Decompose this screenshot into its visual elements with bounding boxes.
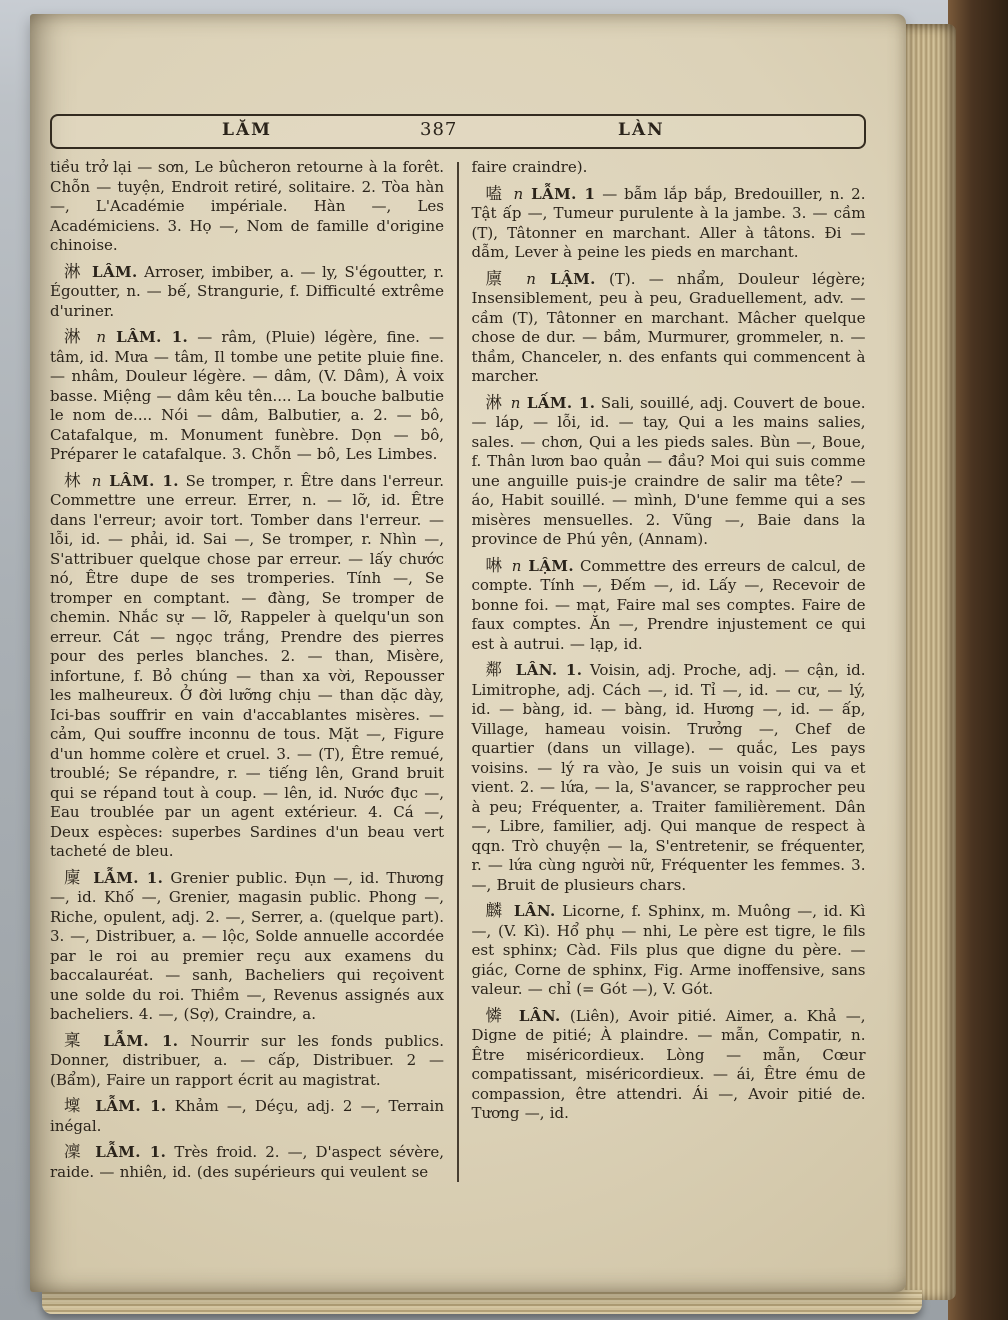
entry-headword: LÂN. [506,902,556,920]
dictionary-entry [50,1096,444,1136]
cjk-headword-character: 壈 [64,1096,84,1115]
dictionary-entry [472,393,866,550]
entry-headword: LẪM. 1. [86,1097,167,1115]
cjk-headword-character: 鄰 [485,660,505,679]
cjk-headword-character: 淋 [485,392,503,412]
grammar-particle: n [87,328,116,346]
entry-text: Licorne, f. Sphinx, m. Muông —, id. Kì —, (V. Kì). Hổ phụ — nhi, Le père est tigre, le fils est sphinx; Càd. Fils plus que digne du père. — giác, Corne de sphinx, Fig. Arme inoffensive, sans valeur. — chỉ (= Gót —), V. Gót. [471,902,866,998]
entry-text: Commettre des erreurs de calcul, de compte. Tính —, Đếm —, id. Lấy —, Recevoir de bonne foi. — mạt, Faire mal ses comptes. Faire de faux comptes. Ăn —, Prendre injustement ce qui est à autrui. — lạp, id. [471,556,866,653]
right-column [472,158,866,1182]
entry-text: Se tromper, r. Être dans l'erreur. Commettre une erreur. Errer, n. — lỡ, id. Être dans l'erreur; avoir tort. Tomber dans l'erreur. — lỗi, id. — phải, id. Sai —, Se tromper, r. Nhìn —, S'attribuer quelque chose par erreur. — lấy chước nó, Être dupe de ses tromperies. Tính —, Se tromper en comptant. — đàng, Se tromper de chemin. Nhắc sự — lỡ, Rappeler à quelqu'un son erreur. Cát — ngọc trắng, Prendre des pierres pour des perles blanches. 2. — than, Misère, infortune, f. Bỏ chúng — than xa vời, Repousser les malheureux. Ở đời lưỡng chịu — than dặc dày, Ici-bas souffrir en vain d'accablantes misères. — cảm, Qui souffre inconnu de tous. Mặt —, Figure d'un homme colère et cruel. 3. — (T), Être remué, troublé; Se répandre, r. — tiếng lên, Grand bruit qui se répand tout à coup. — lên, id. Nước đục —, Eau troublée par un agent extérieur. 4. Cá —, Deux espèces: superbes Sardines d'un beau vert tacheté de bleu. [50,471,444,860]
cjk-headword-character: 林 [64,470,82,490]
grammar-particle: n [85,471,109,490]
entry-text: Grenier public. Đụn —, id. Thương —, id. Khố —, Grenier, magasin public. Phong —, Riche, opulent, adj. 2. —, Serrer, a. (quelque part). 3. —, Distribuer, a. — lộc, Solde annuelle accordée par le roi au premier reçu aux examens du baccalauréat. — sanh, Bacheliers qui reçoivent une solde du roi. Thiềm —, Revenus assignés aux bacheliers. 4. —, (Sợ), Craindre, a. [50,868,444,1023]
dictionary-entry [472,1006,866,1124]
grammar-particle: n [505,393,526,412]
dictionary-entry [50,1142,444,1182]
entry-headword: LẪM. 1. [90,1031,179,1050]
entry-text: Voisin, adj. Proche, adj. — cận, id. Limitrophe, adj. Cách —, id. Tỉ —, id. — cư, — lý, id. — bàng, id. — bàng, id. Hương —, id. — ấp, Village, hameau voisin. Trưởng —, Chef de quartier (dans un village). — quắc, Les pays voisins. — lý ra vào, Je suis un voisin qui va et vient. 2. — lứa, — la, S'avancer, se rapprocher peu à peu; Fréquenter, a. Traiter familièrement. Dân —, Libre, familier, adj. Qui manque de respect à qqn. Trò chuyện — la, S'entretenir, se fréquenter, r. — lứa cùng người nữ, Fréquenter les femmes. 3. —, Bruit de plusieurs chars. [471,661,866,894]
entry-headword: LẬM. [528,556,575,575]
dictionary-entry [472,269,866,387]
dictionary-entry [472,660,866,895]
entry-headword: LẪM. 1. [86,1143,167,1161]
dictionary-entry [50,1031,444,1091]
entry-headword: LẬM. [550,269,596,288]
text-block [50,158,866,1182]
cjk-headword-character: 稟 [64,1030,88,1050]
cjk-headword-character: 淋 [64,327,85,346]
dictionary-entry [50,327,444,465]
grammar-particle: n [506,184,531,203]
grammar-particle: n [505,556,528,575]
cjk-headword-character: 淋 [64,261,82,281]
entry-text: Nourrir sur les fonds publics. Donner, distribuer, a. — cấp, Distribuer. 2 — (Bẩm), Faire un rapport écrit au magistrat. [50,1031,444,1089]
dictionary-entry [472,901,866,1000]
entry-text: tiều trở lại — sơn, Le bûcheron retourne à la forêt. Chỗn — tuyện, Endroit retiré, solitaire. 2. Tòa hàn —, L'Académie impériale. Hàn —, Les Académiciens. 3. Họ —, Nom de famille d'origine chinoise. [50,158,444,254]
page-stack-bottom-edge [42,1290,922,1314]
entry-text: Sali, souillé, adj. Couvert de boue. — láp, — lỗi, id. — tay, Qui a les mains salies, sales. — chơn, Qui a les pieds sales. Bùn —, Boue, f. Thân lươn bao quản — đầu? Moi qui suis comme une anguille puis-je craindre de salir ma tête? — áo, Habit souillé. — mình, D'une femme qui a ses misères mensuelles. 2. Vũng —, Baie dans la province de Phú yên, (Annam). [471,393,866,548]
entry-text: Khảm —, Déçu, adj. 2 —, Terrain inégal. [50,1097,444,1135]
entry-text: — râm, (Pluie) légère, fine. — tâm, id. Mưa — tâm, Il tombe une petite pluie fine. — nhâm, Douleur légère. — dâm, (V. Dâm), À voix basse. Miệng — dâm kêu tên.... La bouche balbutie le nom de.... Nói — dâm, Balbutier, a. 2. — bô, Catafalque, m. Monument funèbre. Dọn — bô, Préparer le catafalque. 3. Chỗn — bô, Les Limbes. [50,328,445,463]
entry-headword: LÂM. [84,262,138,281]
entry-headword: LÂN. 1. [507,661,583,679]
dictionary-entry [50,262,444,322]
grammar-particle: n [512,269,550,288]
cjk-headword-character: 廩 [64,867,83,887]
dictionary-entry [472,184,866,263]
entry-text: (Liên), Avoir pitié. Aimer, a. Khả —, Digne de pitié; À plaindre. — mẫn, Compatir, n. Être miséricordieux. Lòng — mẫn, Cœur compatissant, miséricordieux. — ái, Être ému de compassion, être attendri. Ái —, Avoir pitié de. Tương —, id. [471,1006,866,1122]
entry-headword: LẤM. 1. [526,393,596,412]
entry-text: (T). — nhẩm, Douleur légère; Insensiblement, peu à peu, Graduellement, adv. — cầm (T), Tâtonner en marchant. Mâcher quelque chose de dur. — bầm, Murmurer, grommeler, n. — thầm, Chanceler, n. des enfants qui commencent à marcher. [471,269,866,385]
cjk-headword-character: 啉 [485,555,503,575]
entry-headword: LÂM. 1. [116,328,189,346]
cjk-headword-character: 憐 [485,1005,506,1025]
book-page [30,14,906,1292]
entry-text: Très froid. 2. —, D'aspect sévère, raide. — nhiên, id. (des supérieurs qui veulent se [50,1143,444,1181]
running-head [50,114,866,149]
entry-headword: LẪM. 1 [531,184,596,203]
entry-continuation [472,158,866,178]
cjk-headword-character: 麟 [485,901,504,920]
entry-headword: LÂM. 1. [109,471,179,490]
left-column [50,158,444,1182]
running-head-left-word: LĂM [222,120,272,140]
entry-headword: LẪM. 1. [85,868,164,887]
dictionary-entry [472,556,866,655]
cjk-headword-character: 凜 [64,1142,84,1161]
entry-continuation [50,158,444,256]
page-stack-right-edge [898,24,956,1300]
running-head-right-word: LÀN [618,120,665,140]
book-cover-edge [948,0,1008,1320]
entry-text: — bẫm lắp bắp, Bredouiller, n. 2. Tật ấp —, Tumeur purulente à la jambe. 3. — cầm (T), Tâtonner en marchant. Aller à tâtons. Đi — dẫm, Lever à peine les pieds en marchant. [471,184,866,261]
page-number: 387 [420,119,458,140]
cjk-headword-character: 廪 [485,268,510,288]
entry-text: Arroser, imbiber, a. — ly, S'égoutter, r. Égoutter, n. — bế, Strangurie, f. Difficulté extrême d'uriner. [50,262,445,320]
column-divider [457,162,459,1182]
dictionary-entry [50,868,444,1025]
cjk-headword-character: 嗑 [485,183,504,203]
dictionary-entry [50,471,444,862]
entry-headword: LÂN. [508,1006,561,1025]
entry-text: faire craindre). [471,158,588,176]
